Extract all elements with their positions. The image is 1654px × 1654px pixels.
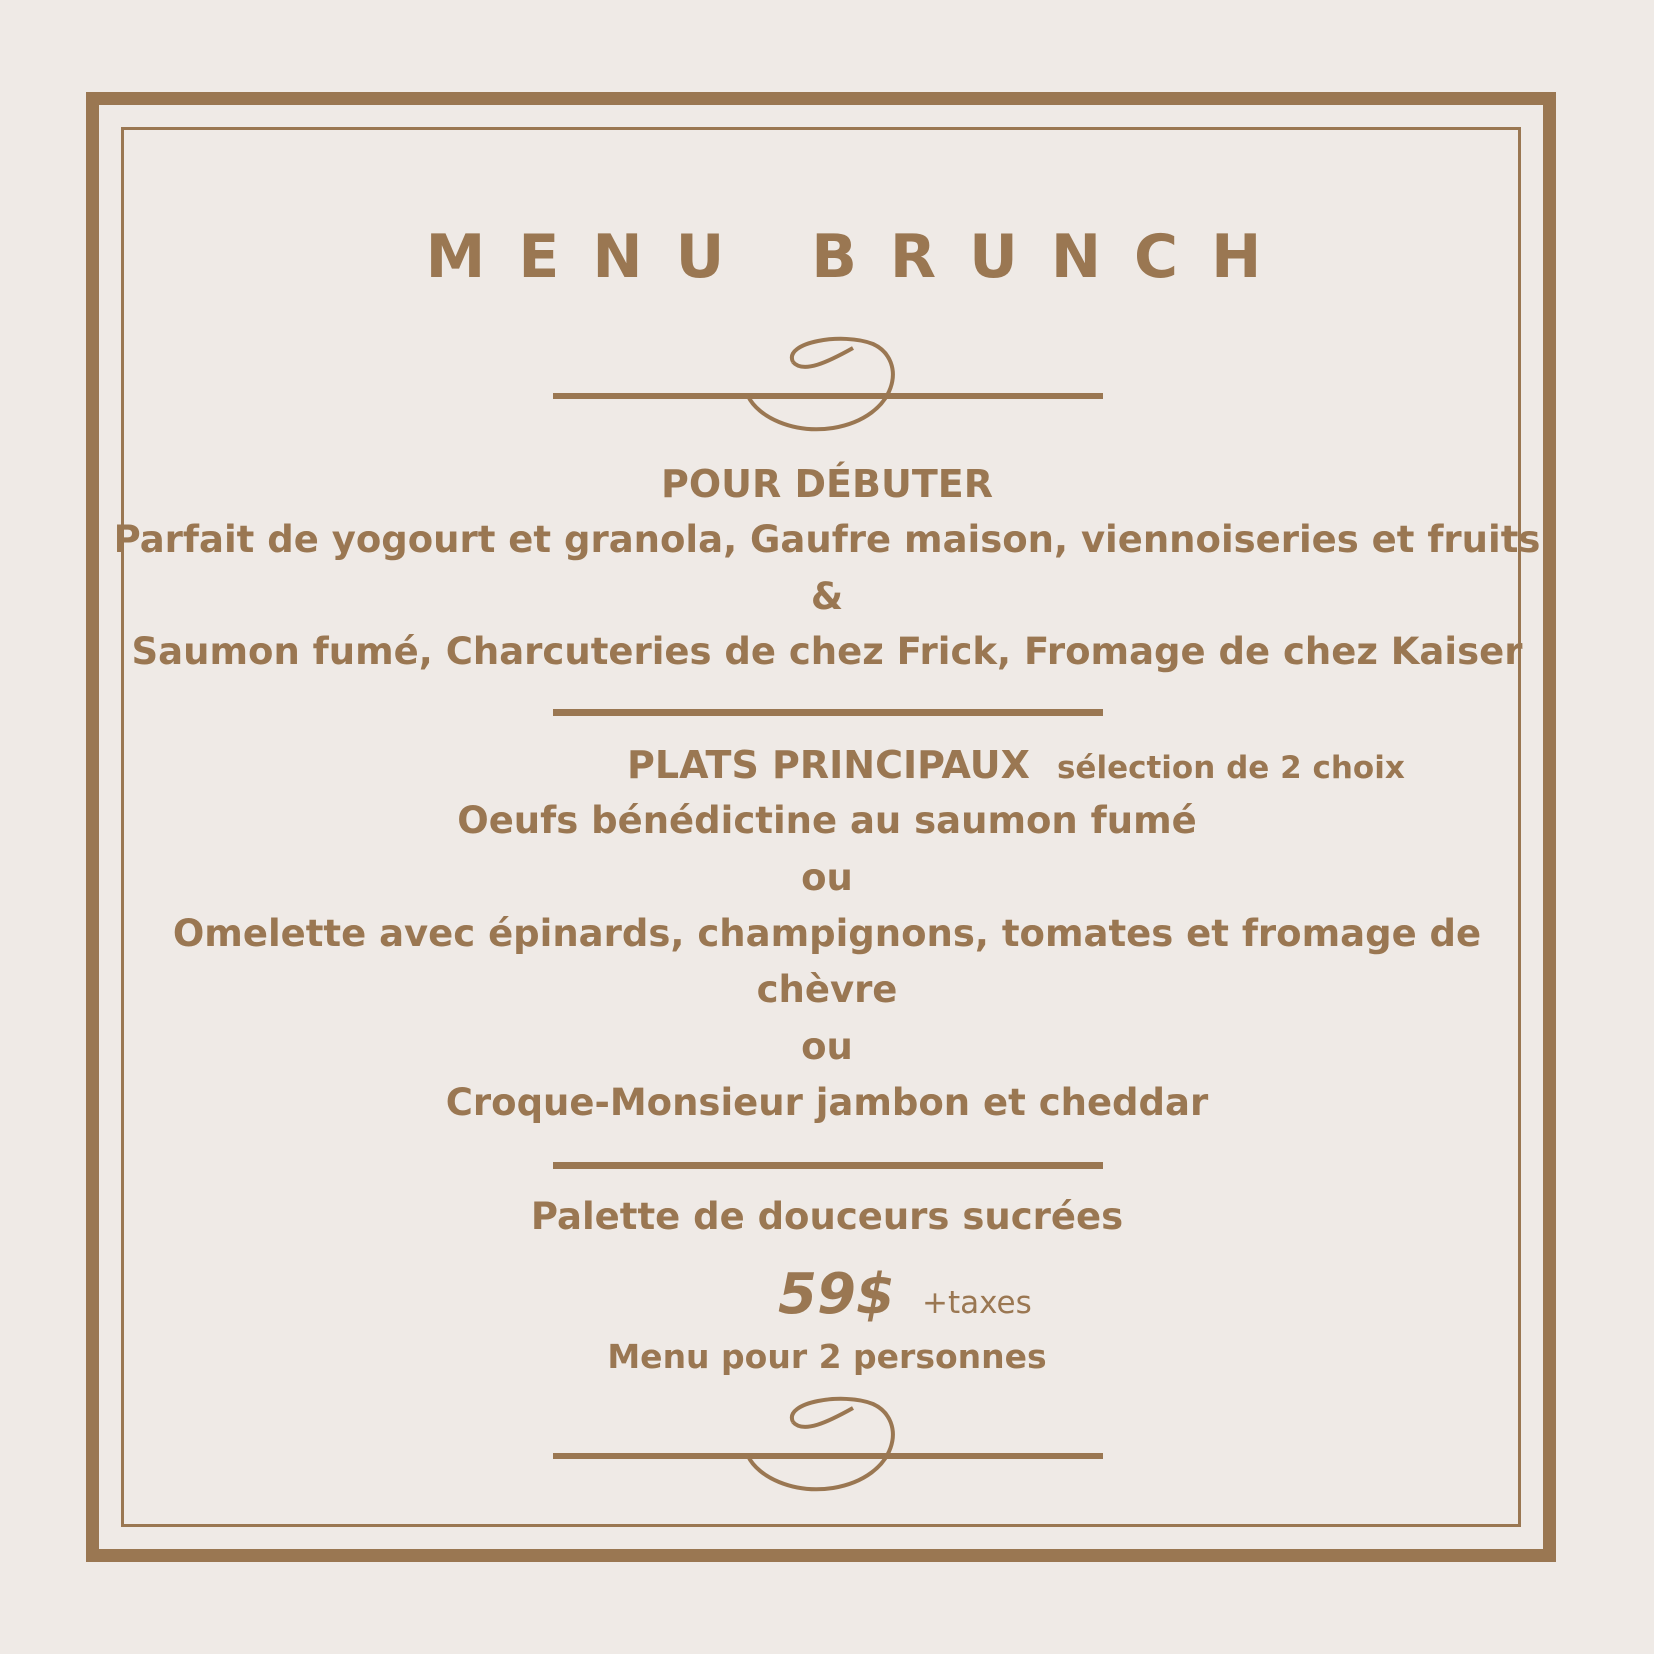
mains-selection-note: sélection de 2 choix [1056, 750, 1405, 786]
main-option-2-line-2: chèvre [756, 968, 898, 1011]
mains-heading: PLATS PRINCIPAUX [627, 743, 1030, 787]
price-value: 59$ [778, 1262, 895, 1327]
main-option-3: Croque-Monsieur jambon et cheddar [445, 1081, 1209, 1124]
main-option-2-line-1: Omelette avec épinards, champignons, tomates et fromage de [172, 912, 1482, 955]
flourish-divider-icon [553, 1392, 1103, 1492]
dessert-item: Palette de douceurs sucrées [530, 1195, 1124, 1238]
menu-title: MENU BRUNCH [425, 222, 1295, 292]
main-separator-2: ou [801, 1025, 853, 1068]
price-taxes: +taxes [922, 1285, 1032, 1321]
section-divider-1 [553, 709, 1103, 716]
starter-line-1: Parfait de yogourt et granola, Gaufre maison, viennoiseries et fruits [113, 518, 1541, 561]
mains-heading-row [627, 743, 1405, 787]
flourish-divider-icon [553, 332, 1103, 432]
section-divider-2 [553, 1162, 1103, 1169]
starter-line-2: Saumon fumé, Charcuteries de chez Frick, Fromage de chez Kaiser [131, 630, 1523, 673]
price-row [778, 1262, 1032, 1327]
menu-serving-note: Menu pour 2 personnes [607, 1337, 1047, 1376]
starter-heading: POUR DÉBUTER [661, 462, 993, 506]
starter-joiner: & [810, 575, 844, 618]
main-option-1: Oeufs bénédictine au saumon fumé [457, 799, 1197, 842]
main-separator-1: ou [801, 856, 853, 899]
